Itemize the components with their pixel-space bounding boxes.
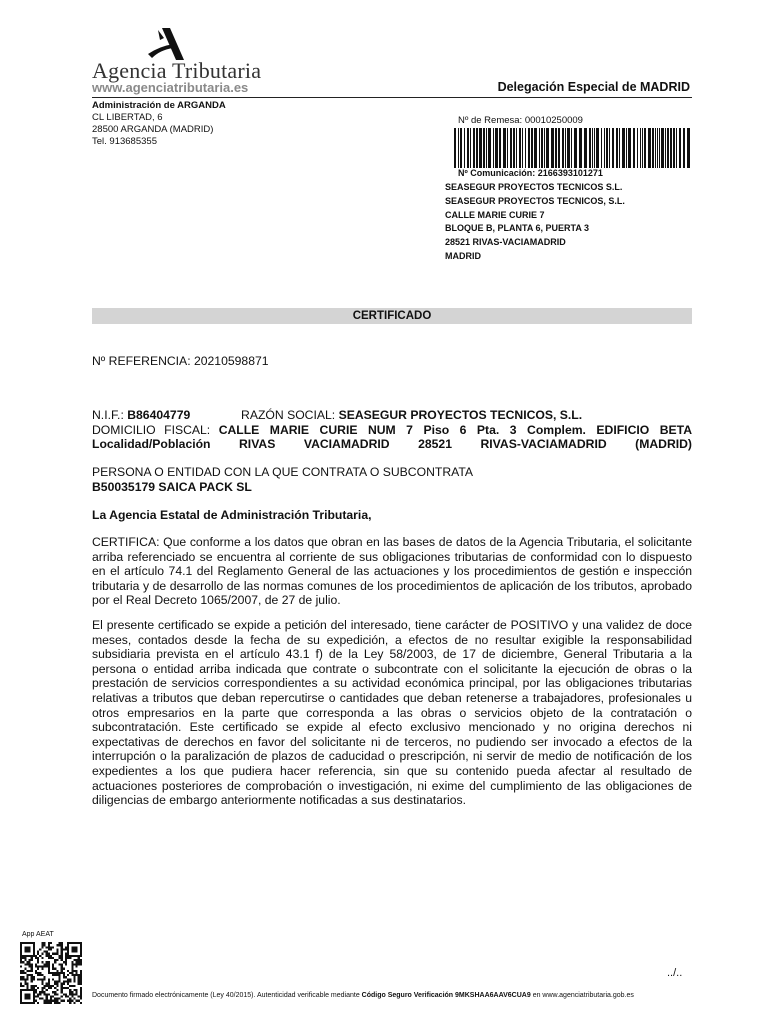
office-name: Administración de ARGANDA [92,100,226,111]
office-phone: Tel. 913685355 [92,136,157,147]
nif-value: B86404779 [127,408,191,422]
recipient-line: CALLE MARIE CURIE 7 [445,209,545,220]
continues-marker: ../.. [667,967,683,979]
domicilio-value: CALLE MARIE CURIE NUM 7 Piso 6 Pta. 3 Complem. EDIFICIO BETA Localidad/Población RIVAS VACIAMADRID 28521 RIVAS-VACIAMADRID (MADRID) [92,422,692,452]
taxpayer-block [92,408,692,452]
app-aeat-label: App AEAT [22,931,54,938]
razon-social-value: SEASEGUR PROYECTOS TECNICOS, S.L. [338,408,583,422]
recipient-line: SEASEGUR PROYECTOS TECNICOS S.L. [445,182,623,192]
domicilio-label: DOMICILIO FISCAL: [92,422,211,437]
nif-label: N.I.F.: [92,408,124,422]
recipient-line: 28521 RIVAS-VACIAMADRID [445,237,566,248]
qr-code-icon[interactable] [20,942,82,1004]
delegation-title: Delegación Especial de MADRID [497,80,690,94]
contracting-party-value: B50035179 SAICA PACK SL [92,479,252,494]
certifica-paragraph: CERTIFICA: Que conforme a los datos que obran en las bases de datos de la Agencia Tributaria, el solicitante arriba referenciado se encuentra al corriente de sus obligaciones tributarias de conformidad con lo dispuesto en el artículo 74.1 del Reglamento General de las actuaciones y los procedimientos de gestión e inspección tributaria y de desarrollo de las normas comunes de los procedimientos de aplicación de los tributos, aprobado por el Real Decreto 1065/2007, de 27 de julio. [92,535,692,608]
issuer-statement: La Agencia Estatal de Administración Tributaria, [92,508,372,522]
footer-note-suffix: en www.agenciatributaria.gob.es [532,992,634,999]
contracting-party [92,465,692,494]
footer-note [92,992,634,999]
footer-note-prefix: Documento firmado electrónicamente (Ley 40/2015). Autenticidad verificable mediante [92,992,360,999]
reference-number: Nº REFERENCIA: 20210598871 [92,354,269,368]
barcode-icon [452,128,692,168]
office-address [92,100,226,148]
remesa-number: Nº de Remesa: 00010250009 [458,115,583,126]
recipient-address [445,181,625,264]
nif-line [92,408,692,423]
certificate-title-bar [92,308,692,324]
brand-name: Agencia Tributaria [92,58,262,83]
domicilio-line [92,423,692,452]
certificate-title: CERTIFICADO [352,310,432,322]
contracting-party-label: PERSONA O ENTIDAD CON LA QUE CONTRATA O SUBCONTRATA [92,465,474,479]
recipient-line: SEASEGUR PROYECTOS TECNICOS, S.L. [445,195,625,206]
office-street: CL LIBERTAD, 6 [92,112,163,123]
comunicacion-number: Nº Comunicación: 2166393101271 [458,168,603,178]
brand-url[interactable]: www.agenciatributaria.es [92,80,249,95]
validity-paragraph: El presente certificado se expide a petición del interesado, tiene carácter de POSITIVO y una validez de doce meses, contados desde la fecha de su expedición, a efectos de no resultar exigible la responsabilidad subsidiaria prevista en el artículo 43.1 f) de la Ley 58/2003, de 17 de diciembre, General Tributaria a la persona o entidad arriba indicada que contrate o subcontrate con el solicitante la ejecución de obras o la prestación de servicios correspondientes a su actividad económica principal, por las obligaciones tributarias relativas a tributos que deban repercutirse o cantidades que deban retenerse a trabajadores, profesionales u otros empresarios en la parte que corresponda a las obras o servicios objeto de la contratación o subcontratación. Este certificado se expide al efecto exclusivo mencionado y no origina derechos ni expectativas de derechos en favor del solicitante ni de terceros, no pudiendo ser invocado a efectos de la interrupción o la paralización de plazos de caducidad o prescripción, ni servir de medio de notificación de los expedientes a los que pudiera hacer referencia, sin que su contenido pueda afectar al resultado de actuaciones posteriores de comprobación o investigación, ni exime del cumplimiento de las obligaciones de diligencias de embargo anteriormente notificadas a sus destinatarios. [92,618,692,808]
recipient-line: BLOQUE B, PLANTA 6, PUERTA 3 [445,223,590,234]
header-divider [92,97,692,98]
razon-social-label: RAZÓN SOCIAL: [241,408,336,422]
csv-code: Código Seguro Verificación 9MKSHAA6AAV6CUA9 [361,992,531,999]
recipient-line: MADRID [445,250,481,261]
office-city: 28500 ARGANDA (MADRID) [92,124,214,135]
